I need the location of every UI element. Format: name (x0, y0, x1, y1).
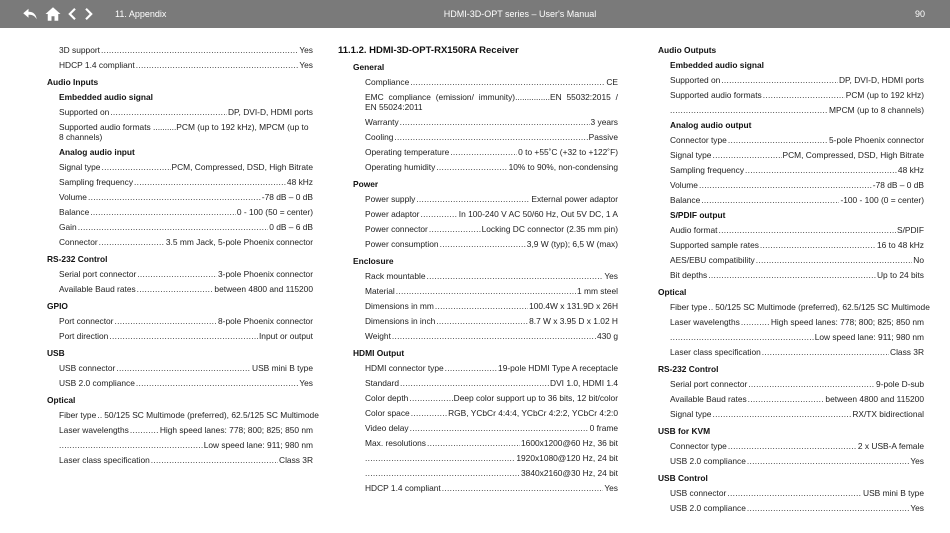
spec-row: USB connector ..... USB mini B type (670, 488, 924, 498)
spec-row: Balance ..... 0 - 100 (50 = center) (59, 207, 313, 217)
spec-row: Supported sample rates ..... 16 to 48 kHz (670, 240, 924, 250)
spec-row: Weight ..... 430 g (365, 331, 618, 341)
spec-row: Connector ..... 3.5 mm Jack, 5-pole Phoenix connector (59, 237, 313, 247)
spec-row: USB connector ..... USB mini B type (59, 363, 313, 373)
section-heading: RS-232 Control (658, 364, 719, 374)
spec-row: Max. resolutions ..... 1600x1200@60 Hz, 36 bit (365, 438, 618, 448)
spec-row: Rack mountable ..... Yes (365, 271, 618, 281)
spec-row: Laser wavelengths ..... High speed lanes: 778; 800; 825; 850 nm (59, 425, 313, 435)
column-2 (338, 45, 618, 493)
subsection-heading: S/PDIF output (670, 210, 726, 220)
spec-row: AES/EBU compatibility ..... No (670, 255, 924, 265)
subsection-heading: Analog audio output (670, 120, 752, 130)
spec-row: Audio format ..... S/PDIF (670, 225, 924, 235)
section-heading: USB for KVM (658, 426, 711, 436)
section-heading: Enclosure (353, 256, 394, 266)
section-title: 11.1.2. HDMI-3D-OPT-RX150RA Receiver (338, 45, 519, 56)
page-number: 90 (914, 9, 925, 19)
spec-row: Operating temperature ..... 0 to +55˚C (+32 to +122˚F) (365, 147, 618, 157)
spec-row: Color space ..... RGB, YCbCr 4:4:4, YCbCr 4:2:2, YCbCr 4:2:0 (365, 408, 618, 418)
section-heading: USB (47, 348, 65, 358)
spec-row: HDCP 1.4 compliant ..... Yes (59, 60, 313, 70)
spec-row-continuation: ..... 3840x2160@30 Hz, 24 bit (365, 468, 618, 478)
spec-row: Serial port connector ..... 9-pole D-sub (670, 379, 924, 389)
document-title: HDMI-3D-OPT series – User's Manual (443, 9, 597, 19)
spec-row: USB 2.0 compliance ..... Yes (59, 378, 313, 388)
spec-row: Connector type ..... 5-pole Phoenix connector (670, 135, 924, 145)
section-label: 11. Appendix (115, 9, 167, 19)
spec-row: Supported audio formats ..... PCM (up to 192 kHz) (670, 90, 924, 100)
spec-row: Port connector ..... 8-pole Phoenix connector (59, 316, 313, 326)
spec-row: Signal type ..... RX/TX bidirectional (670, 409, 924, 419)
spec-row: Serial port connector ..... 3-pole Phoenix connector (59, 269, 313, 279)
spec-row: Volume ..... -78 dB – 0 dB (670, 180, 924, 190)
spec-row: Dimensions in mm ..... 100.4W x 131.9D x 26H (365, 301, 618, 311)
section-heading: Audio Inputs (47, 77, 99, 87)
spec-row: Bit depths ..... Up to 24 bits (670, 270, 924, 280)
spec-row-continuation: ..... Low speed lane: 911; 980 nm (670, 332, 924, 342)
spec-row: Cooling ..... Passive (365, 132, 618, 142)
spec-row: Power consumption ..... 3,9 W (typ); 6,5 W (max) (365, 239, 618, 249)
spec-row: HDCP 1.4 compliant ..... Yes (365, 483, 618, 493)
top-bar (0, 0, 950, 28)
spec-row: Standard ..... DVI 1.0, HDMI 1.4 (365, 378, 618, 388)
spec-row: Power connector ..... Locking DC connector (2.35 mm pin) (365, 224, 618, 234)
spec-row: Sampling frequency ..... 48 kHz (59, 177, 313, 187)
section-heading: Power (353, 179, 379, 189)
spec-row: Available Baud rates ..... between 4800 and 115200 (670, 394, 924, 404)
spec-row: Connector type ..... 2 x USB-A female (670, 441, 924, 451)
spec-row: Supported on ..... DP, DVI-D, HDMI ports (670, 75, 924, 85)
spec-row: Video delay ..... 0 frame (365, 423, 618, 433)
spec-row-continuation: ..... 1920x1080@120 Hz, 24 bit (365, 453, 618, 463)
spec-row: Power adaptor ..... In 100-240 V AC 50/60 Hz, Out 5V DC, 1 A (365, 209, 618, 219)
spec-row: Laser wavelengths ..... High speed lanes: 778; 800; 825; 850 nm (670, 317, 924, 327)
spec-row: Volume ..... -78 dB – 0 dB (59, 192, 313, 202)
spec-row: Power supply ..... External power adaptor (365, 194, 618, 204)
spec-row: USB 2.0 compliance ..... Yes (670, 503, 924, 513)
spec-row: Color depth ..... Deep color support up to 36 bits, 12 bit/color (365, 393, 618, 403)
spec-row: Signal type ..... PCM, Compressed, DSD, High Bitrate (670, 150, 924, 160)
spec-row: Fiber type ..... 50/125 SC Multimode (preferred), 62.5/125 SC Multimode (59, 410, 313, 420)
spec-row: Port direction ..... Input or output (59, 331, 313, 341)
subsection-heading: Analog audio input (59, 147, 135, 157)
spec-row: Supported audio formats ..........PCM (up to 192 kHz), MPCM (up to 8 channels) (59, 122, 309, 142)
spec-row: Compliance ..... CE (365, 77, 618, 87)
spec-row: Laser class specification ..... Class 3R (670, 347, 924, 357)
spec-row: 3D support ..... Yes (59, 45, 313, 55)
section-heading: General (353, 62, 385, 72)
spec-row: Fiber type ..... 50/125 SC Multimode (preferred), 62.5/125 SC Multimode (670, 302, 924, 312)
spec-row: USB 2.0 compliance ..... Yes (670, 456, 924, 466)
section-heading: RS-232 Control (47, 254, 108, 264)
spec-row: EMC compliance (emission/ immunity)...............EN 55032:2015 / EN 55024:2011 (365, 92, 618, 112)
column-3 (658, 45, 930, 513)
spec-row-continuation: ..... MPCM (up to 8 channels) (670, 105, 924, 115)
spec-row: Operating humidity ..... 10% to 90%, non-condensing (365, 162, 618, 172)
spec-row-continuation: ..... Low speed lane: 911; 980 nm (59, 440, 313, 450)
subsection-heading: Embedded audio signal (670, 60, 764, 70)
section-heading: Audio Outputs (658, 45, 717, 55)
section-heading: USB Control (658, 473, 708, 483)
subsection-heading: Embedded audio signal (59, 92, 153, 102)
spec-row: Material ..... 1 mm steel (365, 286, 618, 296)
section-heading: Optical (47, 395, 76, 405)
spec-row: Gain ..... 0 dB – 6 dB (59, 222, 313, 232)
spec-row: Available Baud rates ..... between 4800 and 115200 (59, 284, 313, 294)
column-1 (47, 45, 319, 465)
section-heading: HDMI Output (353, 348, 405, 358)
spec-row: Signal type ..... PCM, Compressed, DSD, High Bitrate (59, 162, 313, 172)
spec-row: HDMI connector type ..... 19-pole HDMI Type A receptacle (365, 363, 618, 373)
spec-row: Balance ..... -100 - 100 (0 = center) (670, 195, 924, 205)
spec-row: Laser class specification ..... Class 3R (59, 455, 313, 465)
spec-row: Warranty ..... 3 years (365, 117, 618, 127)
spec-row: Supported on ..... DP, DVI-D, HDMI ports (59, 107, 313, 117)
section-heading: Optical (658, 287, 687, 297)
spec-row: Sampling frequency ..... 48 kHz (670, 165, 924, 175)
spec-row: Dimensions in inch ..... 8.7 W x 3.95 D x 1.02 H (365, 316, 618, 326)
section-heading: GPIO (47, 301, 68, 311)
